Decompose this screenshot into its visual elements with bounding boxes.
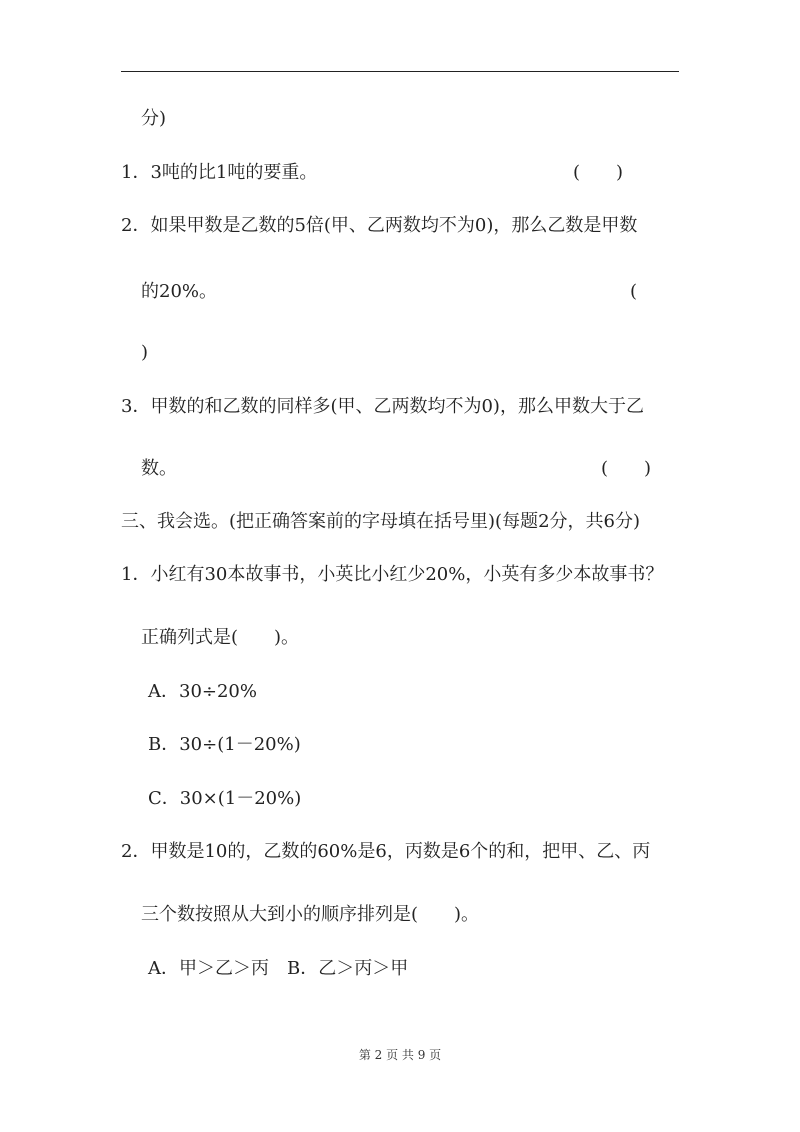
choice-question-2: 2．甲数是10的，乙数的60%是6，丙数是6个的和，把甲、乙、丙 — [121, 841, 651, 862]
header-rule — [121, 71, 679, 72]
answer-bracket-2-close: ) — [141, 342, 149, 363]
choice-question-2-cont: 三个数按照从大到小的顺序排列是( )。 — [141, 904, 480, 925]
answer-bracket-3: ( ) — [601, 458, 652, 479]
judge-question-3: 3．甲数的和乙数的同样多(甲、乙两数均不为0)，那么甲数大于乙 — [121, 396, 644, 417]
choice-1-option-a: A．30÷20% — [148, 681, 257, 702]
page-footer: 第 2 页 共 9 页 — [358, 1048, 442, 1062]
answer-bracket-1: ( ) — [573, 162, 624, 183]
answer-bracket-2-open: ( — [630, 281, 638, 302]
choice-1-option-c: C．30×(1－20%) — [148, 788, 302, 809]
continued-score-text: 分) — [141, 108, 167, 129]
choice-question-1-cont: 正确列式是( )。 — [141, 627, 300, 648]
choice-2-options-ab: A．甲＞乙＞丙 B．乙＞丙＞甲 — [148, 958, 409, 979]
judge-question-3-cont: 数。 — [141, 458, 177, 479]
judge-question-2: 2．如果甲数是乙数的5倍(甲、乙两数均不为0)，那么乙数是甲数 — [121, 215, 638, 236]
section-3-heading: 三、我会选。(把正确答案前的字母填在括号里)(每题2分，共6分) — [121, 511, 640, 532]
judge-question-1: 1．3吨的比1吨的要重。 — [121, 162, 318, 183]
judge-question-2-cont: 的20%。 — [141, 281, 218, 302]
choice-1-option-b: B．30÷(1－20%) — [148, 734, 301, 755]
choice-question-1: 1．小红有30本故事书，小英比小红少20%，小英有多少本故事书？ — [121, 564, 664, 585]
